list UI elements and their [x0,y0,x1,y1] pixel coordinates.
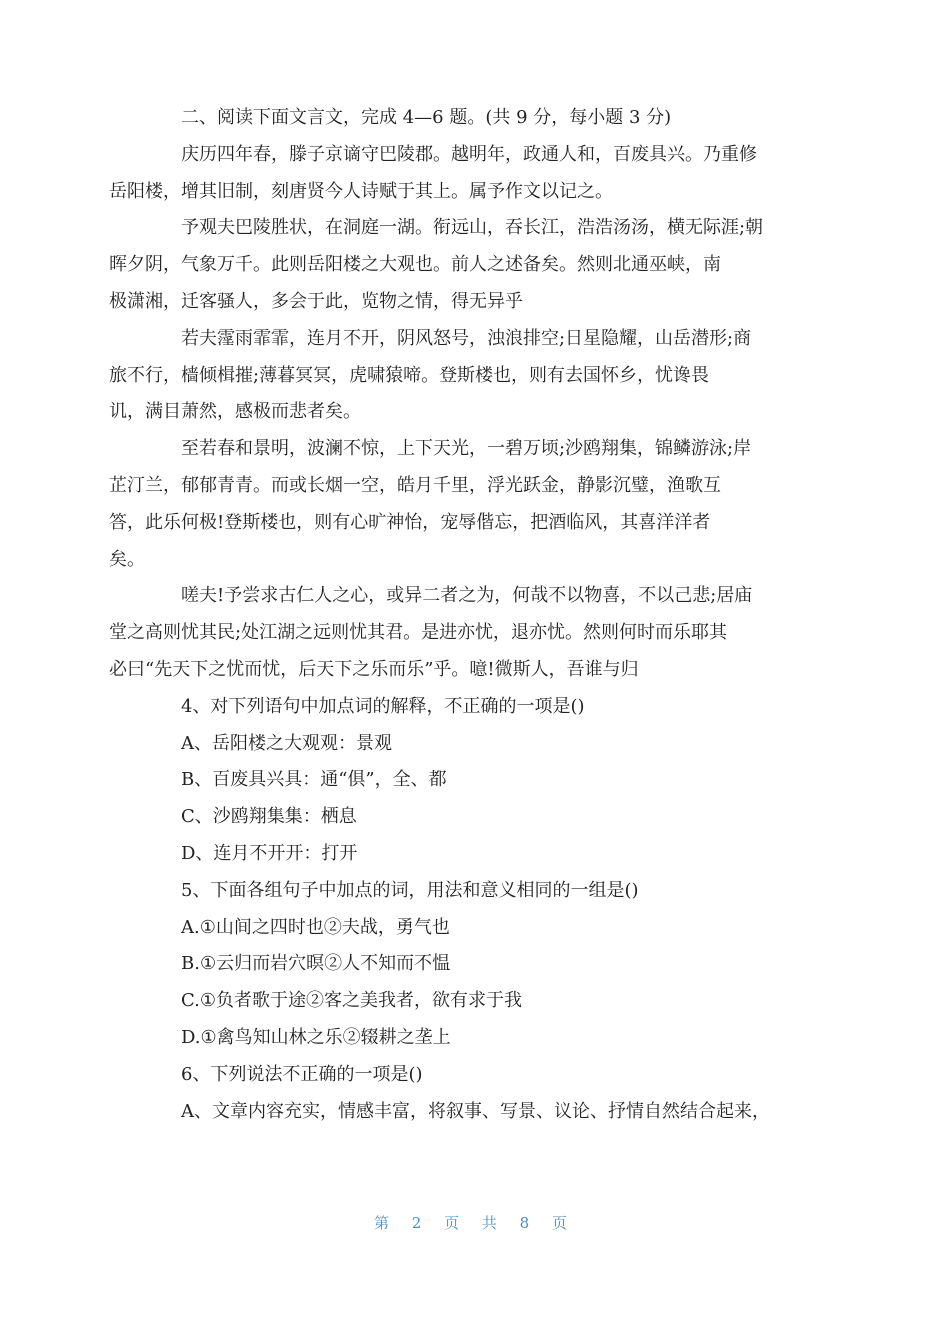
text-line: 极潇湘，迁客骚人，多会于此，览物之情，得无异乎 [109,290,523,312]
text-line: 讥，满目萧然，感极而悲者矣。 [109,401,361,423]
paragraph [145,100,810,137]
text-line: 芷汀兰，郁郁青青。而或长烟一空，皓月千里，浮光跃金，静影沉璧，渔歌互 [109,474,721,496]
text-line: 若夫霪雨霏霏，连月不开，阴风怒号，浊浪排空;日星隐耀，山岳潜形;商 [181,327,752,349]
paragraph [145,762,810,799]
paragraph [145,689,810,726]
text-line: 予观夫巴陵胜状，在洞庭一湖。衔远山，吞长江，浩浩汤汤，横无际涯;朝 [181,217,764,239]
text-line: 答，此乐何极!登斯楼也，则有心旷神怡，宠辱偕忘，把酒临风，其喜洋洋者 [109,511,711,533]
text-line: 至若春和景明，波澜不惊，上下天光，一碧万顷;沙鸥翔集，锦鳞游泳;岸 [181,438,752,460]
text-line: 二、阅读下面文言文，完成 4—6 题。(共 9 分，每小题 3 分) [181,107,672,128]
text-line: 晖夕阴，气象万千。此则岳阳楼之大观也。前人之述备矣。然则北通巫峡，南 [109,254,721,276]
text-line: 4、对下列语句中加点词的解释，不正确的一项是() [181,695,585,717]
text-line: B.①云归而岩穴暝②人不知而不愠 [181,953,451,975]
paragraph [145,873,810,910]
text-line: C.①负者歌于途②客之美我者，欲有求于我 [181,990,522,1012]
paragraph [109,321,810,431]
text-line: C、沙鸥翔集集：栖息 [181,806,357,828]
text-line: 必曰“先天下之忧而忧，后天下之乐而乐”乎。噫!微斯人，吾谁与归 [109,658,639,680]
paragraph [145,910,810,947]
paragraph [145,946,810,983]
text-line: A.①山间之四时也②夫战，勇气也 [181,916,450,938]
paragraph [145,1057,810,1094]
text-line: 5、下面各组句子中加点的词，用法和意义相同的一组是() [181,879,639,901]
text-line: D、连月不开开：打开 [181,842,358,864]
text-line: 6、下列说法不正确的一项是() [181,1063,423,1085]
paragraph [109,137,810,211]
text-line: 矣。 [109,548,145,570]
text-line: 岳阳楼，增其旧制，刻唐贤今人诗赋于其上。属予作文以记之。 [109,180,613,202]
text-line: A、文章内容充实，情感丰富，将叙事、写景、议论、抒情自然结合起来， [181,1100,770,1122]
text-line: A、岳阳楼之大观观：景观 [181,732,392,754]
paragraph [145,836,810,873]
paragraph [145,726,810,763]
paragraph [145,799,810,836]
text-line: 旅不行，樯倾楫摧;薄暮冥冥，虎啸猿啼。登斯楼也，则有去国怀乡，忧谗畏 [109,364,710,386]
text-line: 庆历四年春，滕子京谪守巴陵郡。越明年，政通人和，百废具兴。乃重修 [181,143,757,165]
text-line: D.①禽鸟知山林之乐②辍耕之垄上 [181,1026,451,1048]
text-line: 堂之高则忧其民;处江湖之远则忧其君。是进亦忧，退亦忧。然则何时而乐耶其 [109,622,728,644]
text-line: B、百废具兴具：通“俱”，全、都 [181,769,447,791]
paragraph [145,1020,810,1057]
paragraph [109,210,810,320]
text-line: 嗟夫!予尝求古仁人之心，或异二者之为，何哉不以物喜，不以己悲;居庙 [181,585,753,607]
paragraph [109,578,810,688]
paragraph [145,1094,810,1131]
paragraph [109,431,810,578]
paragraph [145,983,810,1020]
page-number-footer: 第 2 页 共 8 页 [374,1214,576,1232]
document-body [109,100,810,1130]
